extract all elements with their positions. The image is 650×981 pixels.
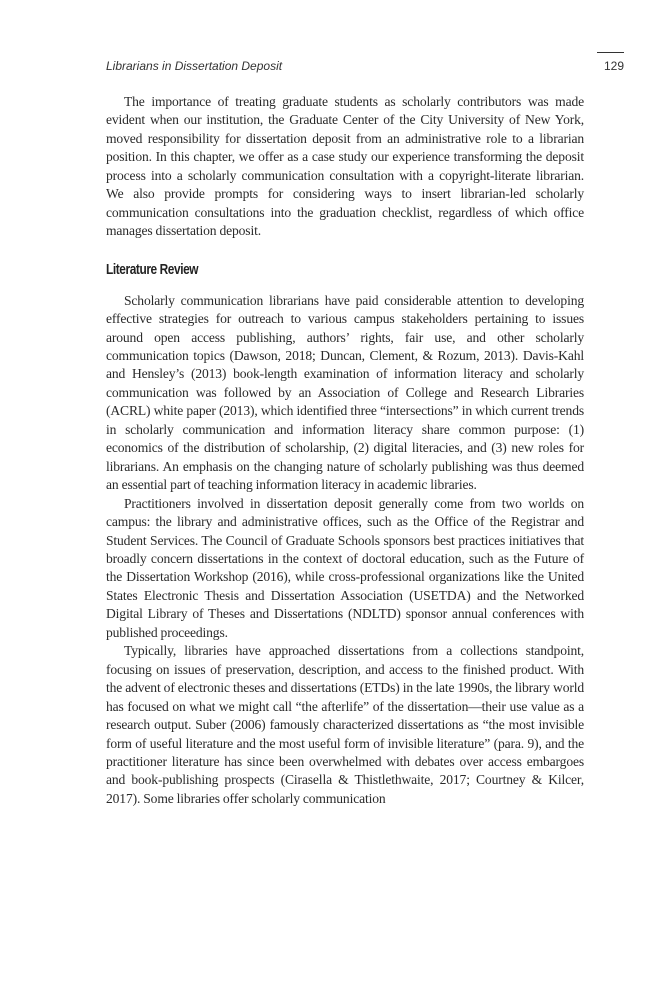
section-heading: Literature Review: [106, 261, 199, 278]
page-number-rule: [597, 52, 624, 53]
lit-review-paragraph-2: Practitioners involved in dissertation deposit generally come from two worlds on campus: the library and administrative offices, such as the Office of the Registrar and Student Services. The Council of Graduate Schools sponsors best practices initiatives that broadly concern dissertations in the context of doctoral education, such as the Future of the Dissertation Workshop (2016), while cross-professional organizations like the United States Electronic Thesis and Dissertation Association (USETDA) and the Networked Digital Library of Theses and Dissertations (NDLTD) sponsor annual conferences with published proceedings.: [106, 495, 584, 640]
running-head: [106, 59, 624, 77]
page-number: 129: [603, 59, 624, 73]
running-title: Librarians in Dissertation Deposit: [106, 59, 283, 73]
lit-review-paragraph-3: Typically, libraries have approached dissertations from a collections standpoint, focusing on issues of preservation, description, and access to the finished product. With the advent of electronic theses and dissertations (ETDs) in the late 1990s, the library world has focused on what we might call “the afterlife” of the dissertation—their use value as a research output. Suber (2006) famously characterized dissertations as “the most invisible form of useful literature and the most useful form of invisible literature” (para. 9), and the practitioner literature has since been overwhelmed with debates over access embargoes and book-publishing prospects (Cirasella & Thistlethwaite, 2017; Courtney & Kilcer, 2017). Some libraries offer scholarly communication: [106, 643, 584, 806]
lit-review-paragraph-1: Scholarly communication librarians have paid considerable attention to developing effective strategies for outreach to various campus stakeholders pertaining to issues around open access publishing, authors’ rights, fair use, and other scholarly communication topics (Dawson, 2018; Duncan, Clement, & Rozum, 2013). Davis-Kahl and Hensley’s (2013) book-length examination of information literacy and scholarly communication was followed by an Association of College and Research Libraries (ACRL) white paper (2013), which identified three “intersections” in which current trends in scholarly communication and information literacy share common purpose: (1) economics of the distribution of scholarship, (2) digital literacies, and (3) new roles for librarians. An emphasis on the changing nature of scholarly publishing was thus deemed an essential part of teaching information literacy in academic libraries.: [106, 292, 584, 493]
intro-paragraph: The importance of treating graduate students as scholarly contributors was made evident when our institution, the Graduate Center of the City University of New York, moved responsibility for dissertation deposit from an administrative role to a librarian position. In this chapter, we offer as a case study our experience transforming the deposit process into a scholarly communication consultation with a copyright-literate librarian. We also provide prompts for considering ways to insert librarian-led scholarly communication consultations into the graduation checklist, regardless of which office manages dissertation deposit.: [106, 94, 584, 239]
body-text: [106, 93, 584, 808]
